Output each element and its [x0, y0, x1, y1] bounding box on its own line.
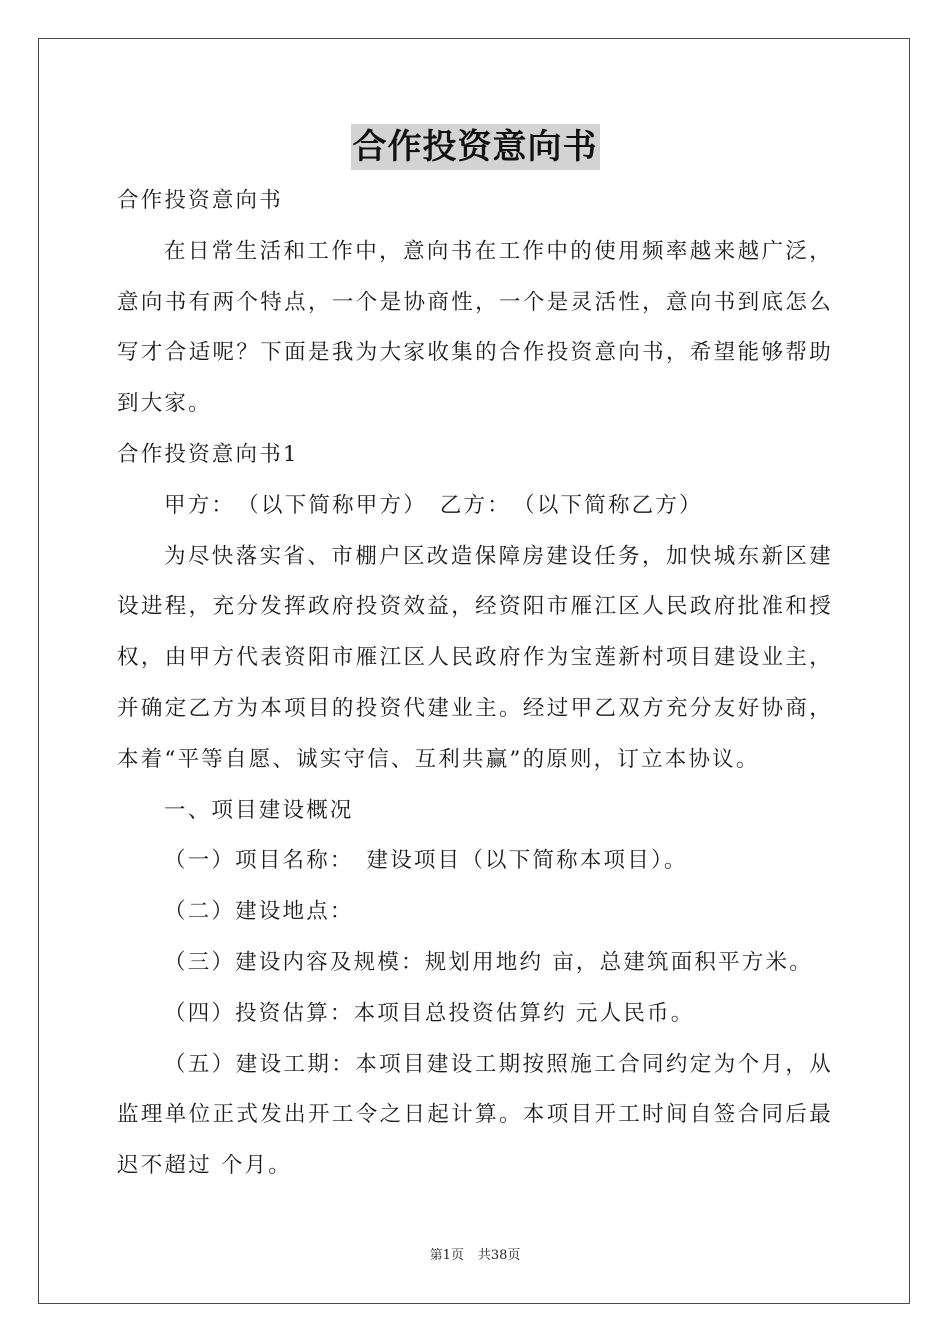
page-total: 共38页 [477, 1248, 521, 1263]
page-footer [0, 1244, 950, 1263]
paragraph-parties: 甲方： （以下简称甲方） 乙方： （以下简称乙方） [164, 492, 703, 518]
document-title-wrapper [0, 124, 950, 170]
page-number: 第1页 [429, 1248, 464, 1263]
paragraph-purpose: 为尽快落实省、市棚户区改造保障房建设任务，加快城东新区建设进程，充分发挥政府投资效益，经资阳市雁江区人民政府批准和授权，由甲方代表资阳市雁江区人民政府作为宝莲新村项目建设业主，并确定乙方为本项目的投资代建业主。经过甲乙双方充分友好协商，本着“平等自愿、诚实守信、互利共赢”的原则，订立本协议。 [117, 543, 833, 772]
paragraph-item-name: （一）项目名称： 建设项目（以下简称本项目）。 [164, 848, 688, 874]
paragraph-item-location: （二）建设地点： [164, 899, 354, 925]
paragraph-intro: 在日常生活和工作中，意向书在工作中的使用频率越来越广泛，意向书有两个特点，一个是协商性，一个是灵活性，意向书到底怎么写才合适呢？下面是我为大家收集的合作投资意向书，希望能够帮助到大家。 [117, 238, 833, 417]
paragraph-subtitle: 合作投资意向书 [117, 188, 283, 213]
paragraph-clause-heading: 一、项目建设概况 [164, 797, 354, 823]
paragraph-item-investment: （四）投资估算：本项目总投资估算约 元人民币。 [164, 1000, 695, 1026]
paragraph-item-schedule: （五）建设工期：本项目建设工期按照施工合同约定为个月，从监理单位正式发出开工令之日起计算。本项目开工时间自签合同后最迟不超过 个月。 [117, 1051, 833, 1179]
document-body [117, 176, 833, 1192]
document-title: 合作投资意向书 [351, 124, 600, 170]
paragraph-item-scope: （三）建设内容及规模：规划用地约 亩，总建筑面积平方米。 [164, 949, 813, 975]
paragraph-section-heading: 合作投资意向书1 [117, 441, 299, 467]
